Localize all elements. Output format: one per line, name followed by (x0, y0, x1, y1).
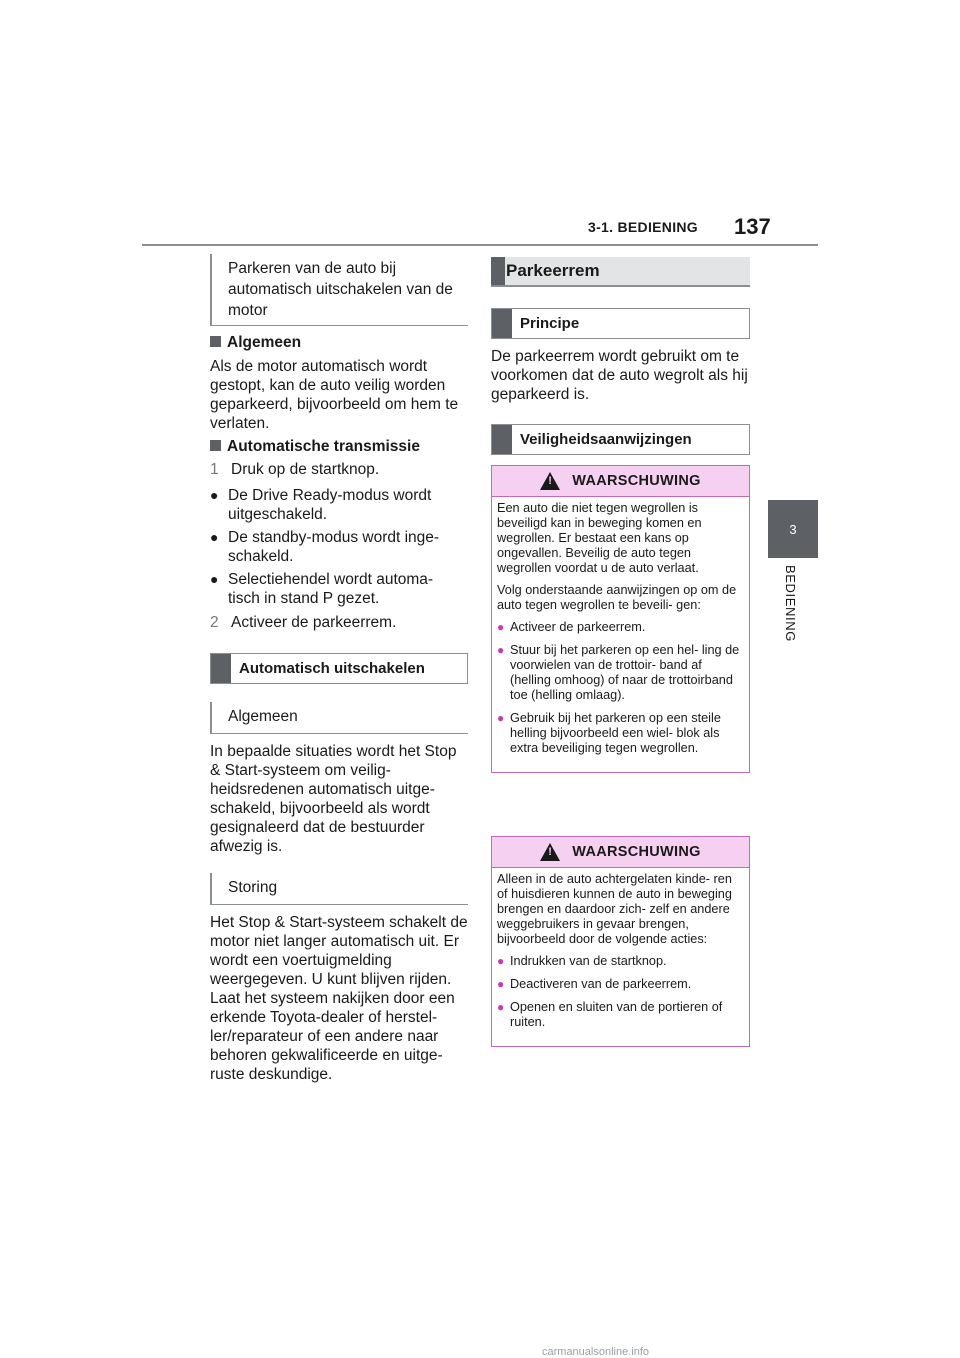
paragraph-algemeen-2: In bepaalde situaties wordt het Stop & Start-systeem om veilig- heidsredenen automatisch uitge- schakeld, bijvoorbeeld als wordt gesignaleerd dat de bestuurder afwezig is. (210, 743, 457, 855)
warning-list-item: ● Openen en sluiten van de portieren of ruiten. (497, 1000, 723, 1029)
heading-principe: Principe (491, 308, 750, 339)
heading-storing: Storing (210, 873, 468, 905)
warning-list-item: ● Indrukken van de startknop. (497, 954, 667, 968)
paragraph-principe: De parkeerrem wordt gebruikt om te voorkomen dat de auto wegrolt als hij geparkeerd is. (491, 348, 748, 403)
page-number: 137 (734, 214, 771, 239)
warning-list-item: ● Deactiveren van de parkeerrem. (497, 977, 692, 991)
header-rule (142, 244, 818, 246)
list-item: ● Selectiehendel wordt automa- tisch in stand P gezet. (210, 571, 434, 607)
subheading-algemeen: Algemeen (210, 334, 468, 352)
list-item: ● De Drive Ready-modus wordt uitgeschakeld. (210, 487, 432, 523)
step-1 (210, 460, 468, 479)
chapter-number: 3 (789, 521, 797, 537)
section-title: 3-1. BEDIENING (588, 219, 698, 235)
warning-triangle-icon: ! (540, 843, 560, 861)
warning-header: ! WAARSCHUWING (492, 837, 749, 868)
step-text: Activeer de parkeerrem. (231, 614, 397, 631)
bullet-dot-icon: ● (497, 620, 505, 634)
bullet-dot-icon: ● (497, 711, 505, 725)
chapter-label: BEDIENING (783, 565, 798, 642)
list-item: ● De standby-modus wordt inge- schakeld. (210, 529, 440, 565)
warning-paragraph: Volg onderstaande aanwijzingen op om de auto tegen wegrollen te beveili- gen: (497, 583, 737, 612)
heading-parkeerrem: Parkeerrem (491, 257, 750, 287)
warning-paragraph: Alleen in de auto achtergelaten kinde- ren of huisdieren kunnen de auto in beweging brengen en daardoor zich- zelf en andere weggebruikers in gevaar brengen, bijvoorbeeld door de volgende acties: (497, 872, 732, 946)
heading-parkeren: Parkeren van de auto bij automatisch uitschakelen van de motor (210, 254, 468, 326)
watermark: carmanualsonline.info (542, 1346, 650, 1358)
bullet-dot-icon: ● (497, 643, 505, 657)
warning-header: ! WAARSCHUWING (492, 466, 749, 497)
heading-marker (492, 425, 512, 454)
bullet-dot-icon: ● (497, 954, 505, 968)
warning-triangle-icon: ! (540, 472, 560, 490)
chapter-tab (768, 500, 818, 558)
bullet-dot-icon: ● (210, 487, 219, 503)
warning-list-item: ● Gebruik bij het parkeren op een steile helling bijvoorbeeld een wiel- blok als extra beveiliging tegen wegrollen. (497, 711, 721, 755)
step-number: 1 (210, 461, 219, 478)
bullet-dot-icon: ● (210, 529, 219, 545)
warning-box-2 (491, 836, 750, 1047)
heading-marker (491, 257, 505, 285)
heading-marker (211, 654, 231, 683)
warning-list-item: ● Activeer de parkeerrem. (497, 620, 646, 634)
heading-algemeen-2: Algemeen (210, 702, 468, 734)
bullet-dot-icon: ● (210, 571, 219, 587)
square-bullet-icon (210, 336, 221, 347)
step-number: 2 (210, 614, 219, 631)
step-text: Druk op de startknop. (231, 461, 380, 478)
square-bullet-icon (210, 440, 221, 451)
step-2 (210, 613, 468, 632)
heading-automatisch-uitschakelen: Automatisch uitschakelen (210, 653, 468, 684)
heading-marker (492, 309, 512, 338)
bullet-dot-icon: ● (497, 1000, 505, 1014)
heading-veiligheidsaanwijzingen: Veiligheidsaanwijzingen (491, 424, 750, 455)
subheading-automatische-transmissie: Automatische transmissie (210, 438, 468, 456)
paragraph-algemeen: Als de motor automatisch wordt gestopt, kan de auto veilig worden geparkeerd, bijvoorbeeld om hem te verlaten. (210, 358, 459, 432)
warning-list-item: ● Stuur bij het parkeren op een hel- ling de voorwielen van de trottoir- band af (helling omhoog) of naar de trottoirband toe (helling omlaag). (497, 643, 740, 702)
bullet-dot-icon: ● (497, 977, 505, 991)
warning-box-1 (491, 465, 750, 773)
paragraph-storing: Het Stop & Start-systeem schakelt de motor niet langer automatisch uit. Er wordt een voertuigmelding weergegeven. U kunt blijven rijden. Laat het systeem nakijken door een erkende Toyota-dealer of herstel- ler/reparateur of een andere naar behoren gekwalificeerde en uitge- ruste deskundige. (210, 914, 468, 1083)
warning-paragraph: Een auto die niet tegen wegrollen is beveiligd kan in beweging komen en wegrollen. Er bestaat een kans op ongevallen. Beveilig de auto tegen wegrollen voordat u de auto verlaat. (497, 501, 702, 575)
